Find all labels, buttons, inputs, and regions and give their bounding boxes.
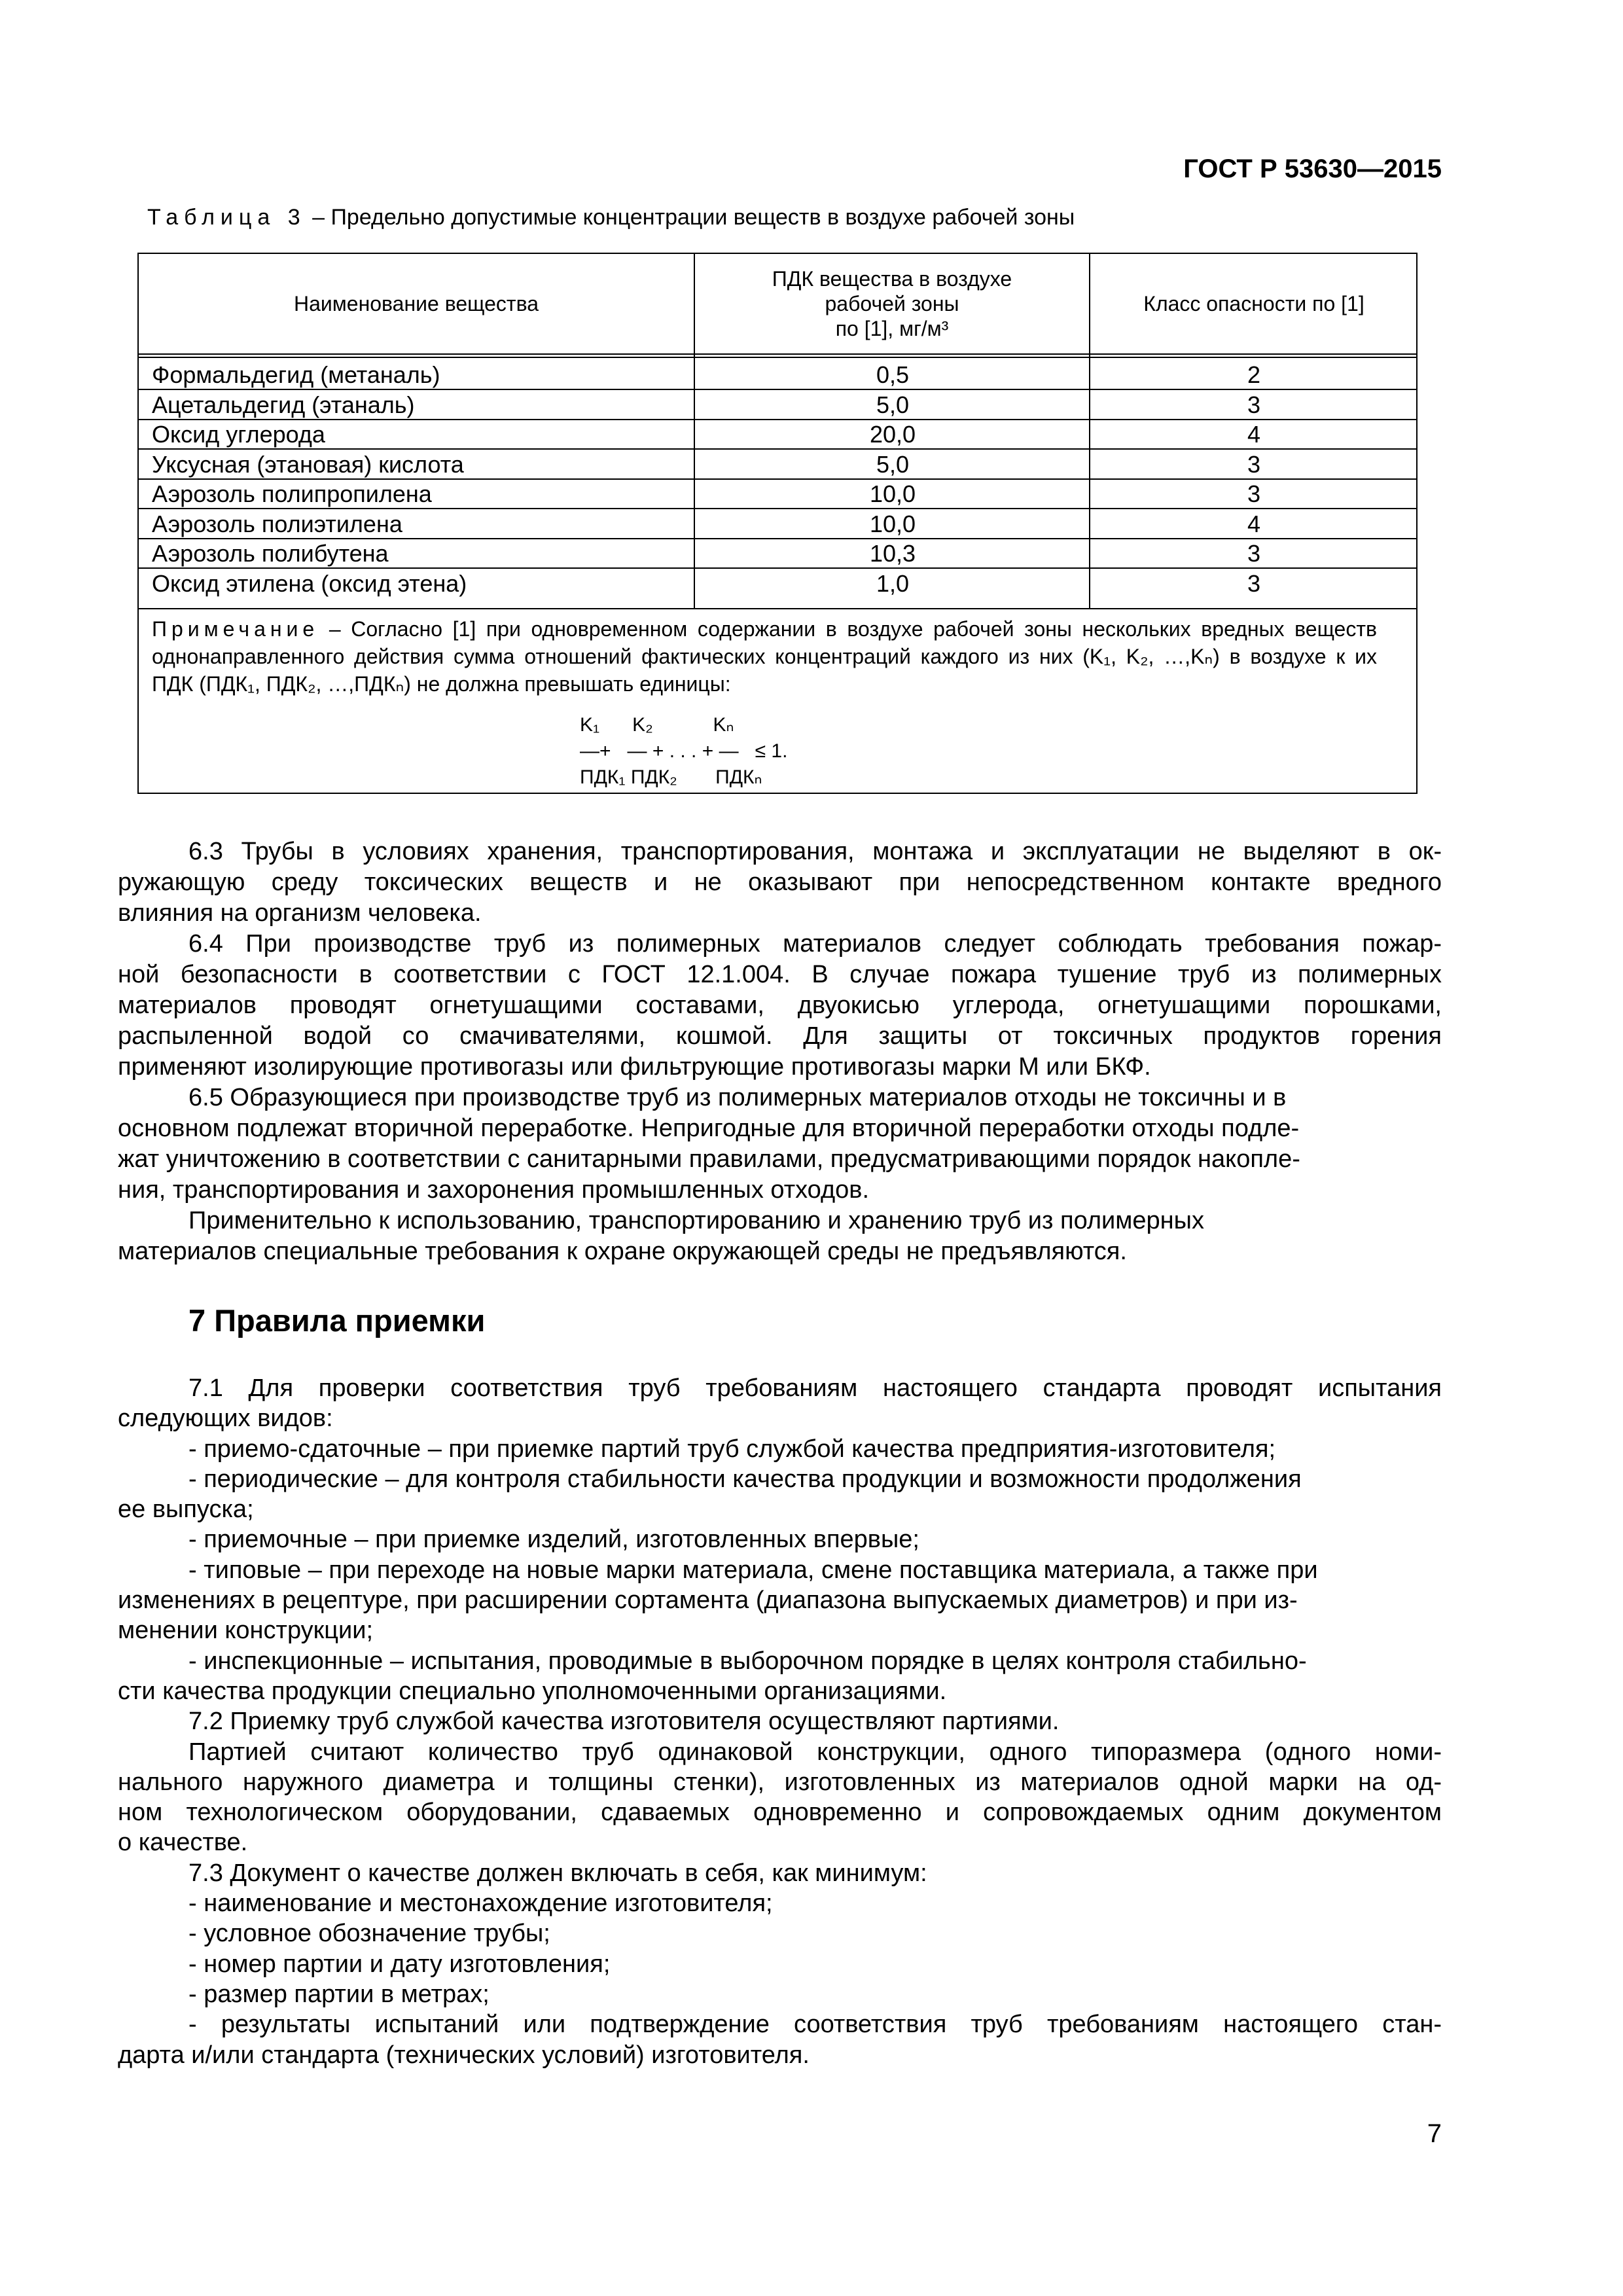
paragraph-line: ее выпуска; <box>118 1496 254 1524</box>
paragraph <box>118 1949 1442 1979</box>
paragraph-line: 6.4 При производстве труб из полимерных материалов следует соблюдать требования пожар- <box>188 930 1442 958</box>
paragraph-line: менении конструкции; <box>118 1617 374 1645</box>
paragraph-line: 6.5 Образующиеся при производстве труб из полимерных материалов отходы не токсичны и в <box>188 1084 1287 1111</box>
note-line: ПДК (ПДК₁, ПДК₂, …,ПДКₙ) не должна превышать единицы: <box>152 672 731 696</box>
hazard-class: 3 <box>1247 450 1261 478</box>
paragraph-line: ной безопасности в соответствии с ГОСТ 12.1.004. В случае пожара тушение труб из полимерных <box>118 961 1442 988</box>
paragraph-line: влияния на организм человека. <box>118 899 482 927</box>
header-pdk-line: по [1], мг/м³ <box>835 317 949 340</box>
paragraph-line: материалов проводят огнетушащими составами, двуокисью углерода, огнетушащими порошками, <box>118 992 1442 1019</box>
substance-name: Формальдегид (метаналь) <box>152 361 440 388</box>
section-6-text <box>118 836 1442 1267</box>
paragraph-line: следующих видов: <box>118 1405 333 1433</box>
paragraph-line: о качестве. <box>118 1829 248 1857</box>
substance-name: Оксид этилена (оксид этена) <box>152 569 467 597</box>
paragraph-line: - типовые – при переходе на новые марки материала, смене поставщика материала, а также при <box>188 1556 1318 1584</box>
hazard-class: 3 <box>1247 480 1261 507</box>
paragraph-line: - условное обозначение трубы; <box>188 1920 550 1948</box>
paragraph-line: дарта и/или стандарта (технических условий) изготовителя. <box>118 2041 810 2069</box>
section-7-heading: 7 Правила приемки <box>188 1303 486 1338</box>
hazard-class: 2 <box>1247 361 1261 388</box>
paragraph <box>118 929 1442 1083</box>
note-line <box>152 615 1377 643</box>
pdk-value: 10,3 <box>869 540 916 567</box>
paragraph-line: - наименование и местонахождение изготовителя; <box>188 1890 773 1918</box>
paragraph <box>118 836 1442 929</box>
table-row <box>139 569 1416 598</box>
header-pdk-line: рабочей зоны <box>825 292 959 315</box>
note-text: – Согласно [1] при одновременном содержании в воздухе рабочей зоны нескольких вредных веществ <box>319 617 1377 641</box>
paragraph <box>118 2009 1442 2070</box>
paragraph-line: материалов специальные требования к охране окружающей среды не предъявляются. <box>118 1238 1127 1265</box>
paragraph <box>118 1555 1442 1646</box>
formula-denominators: ПДК₁ ПДК₂ ПДКₙ <box>580 766 762 788</box>
paragraph-line: изменениях в рецептуре, при расширении сортамента (диапазона выпускаемых диаметров) и при из- <box>118 1587 1298 1615</box>
paragraph-line: Партией считают количество труб одинаковой конструкции, одного типоразмера (одного номи- <box>188 1738 1442 1766</box>
note-label: Примечание <box>152 617 319 641</box>
paragraph-line: - номер партии и дату изготовления; <box>188 1950 611 1978</box>
paragraph-line: ном технологическом оборудовании, сдаваемых одновременно и сопровождаемых одним документом <box>118 1799 1442 1827</box>
paragraph-line: ния, транспортирования и захоронения промышленных отходов. <box>118 1176 870 1204</box>
formula-operators: —+ — + . . . + — ≤ 1. <box>580 740 788 762</box>
paragraph-line: - приемо-сдаточные – при приемке партий труб службой качества предприятия-изготовителя; <box>188 1435 1276 1463</box>
header-divider <box>139 357 1416 358</box>
paragraph-line: - периодические – для контроля стабильности качества продукции и возможности продолжения <box>188 1465 1302 1493</box>
paragraph <box>118 1888 1442 1918</box>
paragraph-line: нального наружного диаметра и толщины стенки), изготовленных из материалов одной марки на од- <box>118 1768 1442 1796</box>
pdk-value: 10,0 <box>869 480 916 507</box>
paragraph-line: - размер партии в метрах; <box>188 1980 490 2008</box>
paragraph-line: сти качества продукции специально уполномоченными организациями. <box>118 1677 947 1705</box>
paragraph <box>118 1206 1442 1267</box>
table-row <box>139 390 1416 420</box>
paragraph-line: 7.2 Приемку труб службой качества изготовителя осуществляют партиями. <box>188 1708 1060 1736</box>
pdk-value: 5,0 <box>876 391 910 418</box>
pdk-value: 1,0 <box>876 569 910 597</box>
paragraph <box>118 1524 1442 1554</box>
paragraph-line: - приемочные – при приемке изделий, изготовленных впервые; <box>188 1526 919 1554</box>
paragraph-line: жат уничтожению в соответствии с санитарными правилами, предусматривающими порядок накопле- <box>118 1145 1300 1173</box>
hazard-class: 4 <box>1247 510 1261 537</box>
hazard-class: 3 <box>1247 569 1261 597</box>
section-7-text <box>118 1373 1442 2070</box>
table-row <box>139 360 1416 389</box>
hazard-class: 4 <box>1247 421 1261 448</box>
pdk-value: 5,0 <box>876 450 910 478</box>
substance-name: Оксид углерода <box>152 421 325 448</box>
document-code: ГОСТ Р 53630—2015 <box>1183 154 1442 183</box>
note-line: однонаправленного действия сумма отношений фактических концентраций каждого из них (K₁, K₂, …,Kₙ) в воздухе к их <box>152 645 1377 668</box>
paragraph-line: основном подлежат вторичной переработке. Непригодные для вторичной переработки отходы подле- <box>118 1115 1300 1142</box>
paragraph-line: - инспекционные – испытания, проводимые в выборочном порядке в целях контроля стабильно- <box>188 1647 1307 1675</box>
paragraph-line: - результаты испытаний или подтверждение соответствия труб требованиям настоящего стан- <box>188 2011 1442 2039</box>
paragraph <box>118 1373 1442 1434</box>
pdk-value: 20,0 <box>869 421 916 448</box>
table-caption <box>147 205 1075 230</box>
pdk-value: 0,5 <box>876 361 910 388</box>
header-pdk-line: ПДК вещества в воздухе <box>772 267 1012 291</box>
table-row <box>139 420 1416 449</box>
substance-name: Уксусная (этановая) кислота <box>152 450 464 478</box>
paragraph-line: 7.3 Документ о качестве должен включать в себя, как минимум: <box>188 1859 927 1887</box>
paragraph <box>118 1646 1442 1707</box>
paragraph-line: 6.3 Трубы в условиях хранения, транспортирования, монтажа и эксплуатации не выделяют в ок- <box>188 838 1442 865</box>
substance-name: Аэрозоль полибутена <box>152 540 389 567</box>
header-divider <box>139 353 1416 355</box>
table-row <box>139 479 1416 509</box>
note-formula <box>580 712 972 791</box>
paragraph <box>118 1737 1442 1858</box>
note-divider <box>139 608 1416 609</box>
table-row <box>139 539 1416 568</box>
paragraph-line: распыленной водой со смачивателями, кошмой. Для защиты от токсичных продуктов горения <box>118 1022 1442 1050</box>
paragraph <box>118 1083 1442 1206</box>
paragraph <box>118 1434 1442 1464</box>
pdk-table <box>137 253 1418 794</box>
formula-numerators: K₁ K₂ Kₙ <box>580 714 734 736</box>
header-pdk <box>695 254 1089 353</box>
substance-name: Аэрозоль полиэтилена <box>152 510 402 537</box>
header-substance-name: Наименование вещества <box>293 292 539 315</box>
table-note <box>152 615 1377 698</box>
header-hazard-class: Класс опасности по [1] <box>1143 292 1364 315</box>
table-caption-label: Таблица 3 <box>147 205 306 230</box>
paragraph <box>118 1706 1442 1736</box>
paragraph-line: применяют изолирующие противогазы или фильтрующие противогазы марки М или БКФ. <box>118 1053 1151 1081</box>
table-row <box>139 450 1416 479</box>
hazard-class: 3 <box>1247 391 1261 418</box>
paragraph <box>118 1918 1442 1948</box>
paragraph <box>118 1979 1442 2009</box>
substance-name: Ацетальдегид (этаналь) <box>152 391 415 418</box>
hazard-class: 3 <box>1247 540 1261 567</box>
page-number: 7 <box>1427 2119 1442 2148</box>
paragraph-line: 7.1 Для проверки соответствия труб требованиям настоящего стандарта проводят испытания <box>188 1374 1442 1402</box>
paragraph-line: Применительно к использованию, транспортированию и хранению труб из полимерных <box>188 1207 1204 1234</box>
table-caption-text: – Предельно допустимые концентрации веществ в воздухе рабочей зоны <box>306 205 1075 230</box>
paragraph-line: ружающую среду токсических веществ и не оказывают при непосредственном контакте вредного <box>118 869 1442 896</box>
table-row <box>139 509 1416 539</box>
paragraph <box>118 1858 1442 1888</box>
substance-name: Аэрозоль полипропилена <box>152 480 432 507</box>
paragraph <box>118 1464 1442 1525</box>
pdk-value: 10,0 <box>869 510 916 537</box>
